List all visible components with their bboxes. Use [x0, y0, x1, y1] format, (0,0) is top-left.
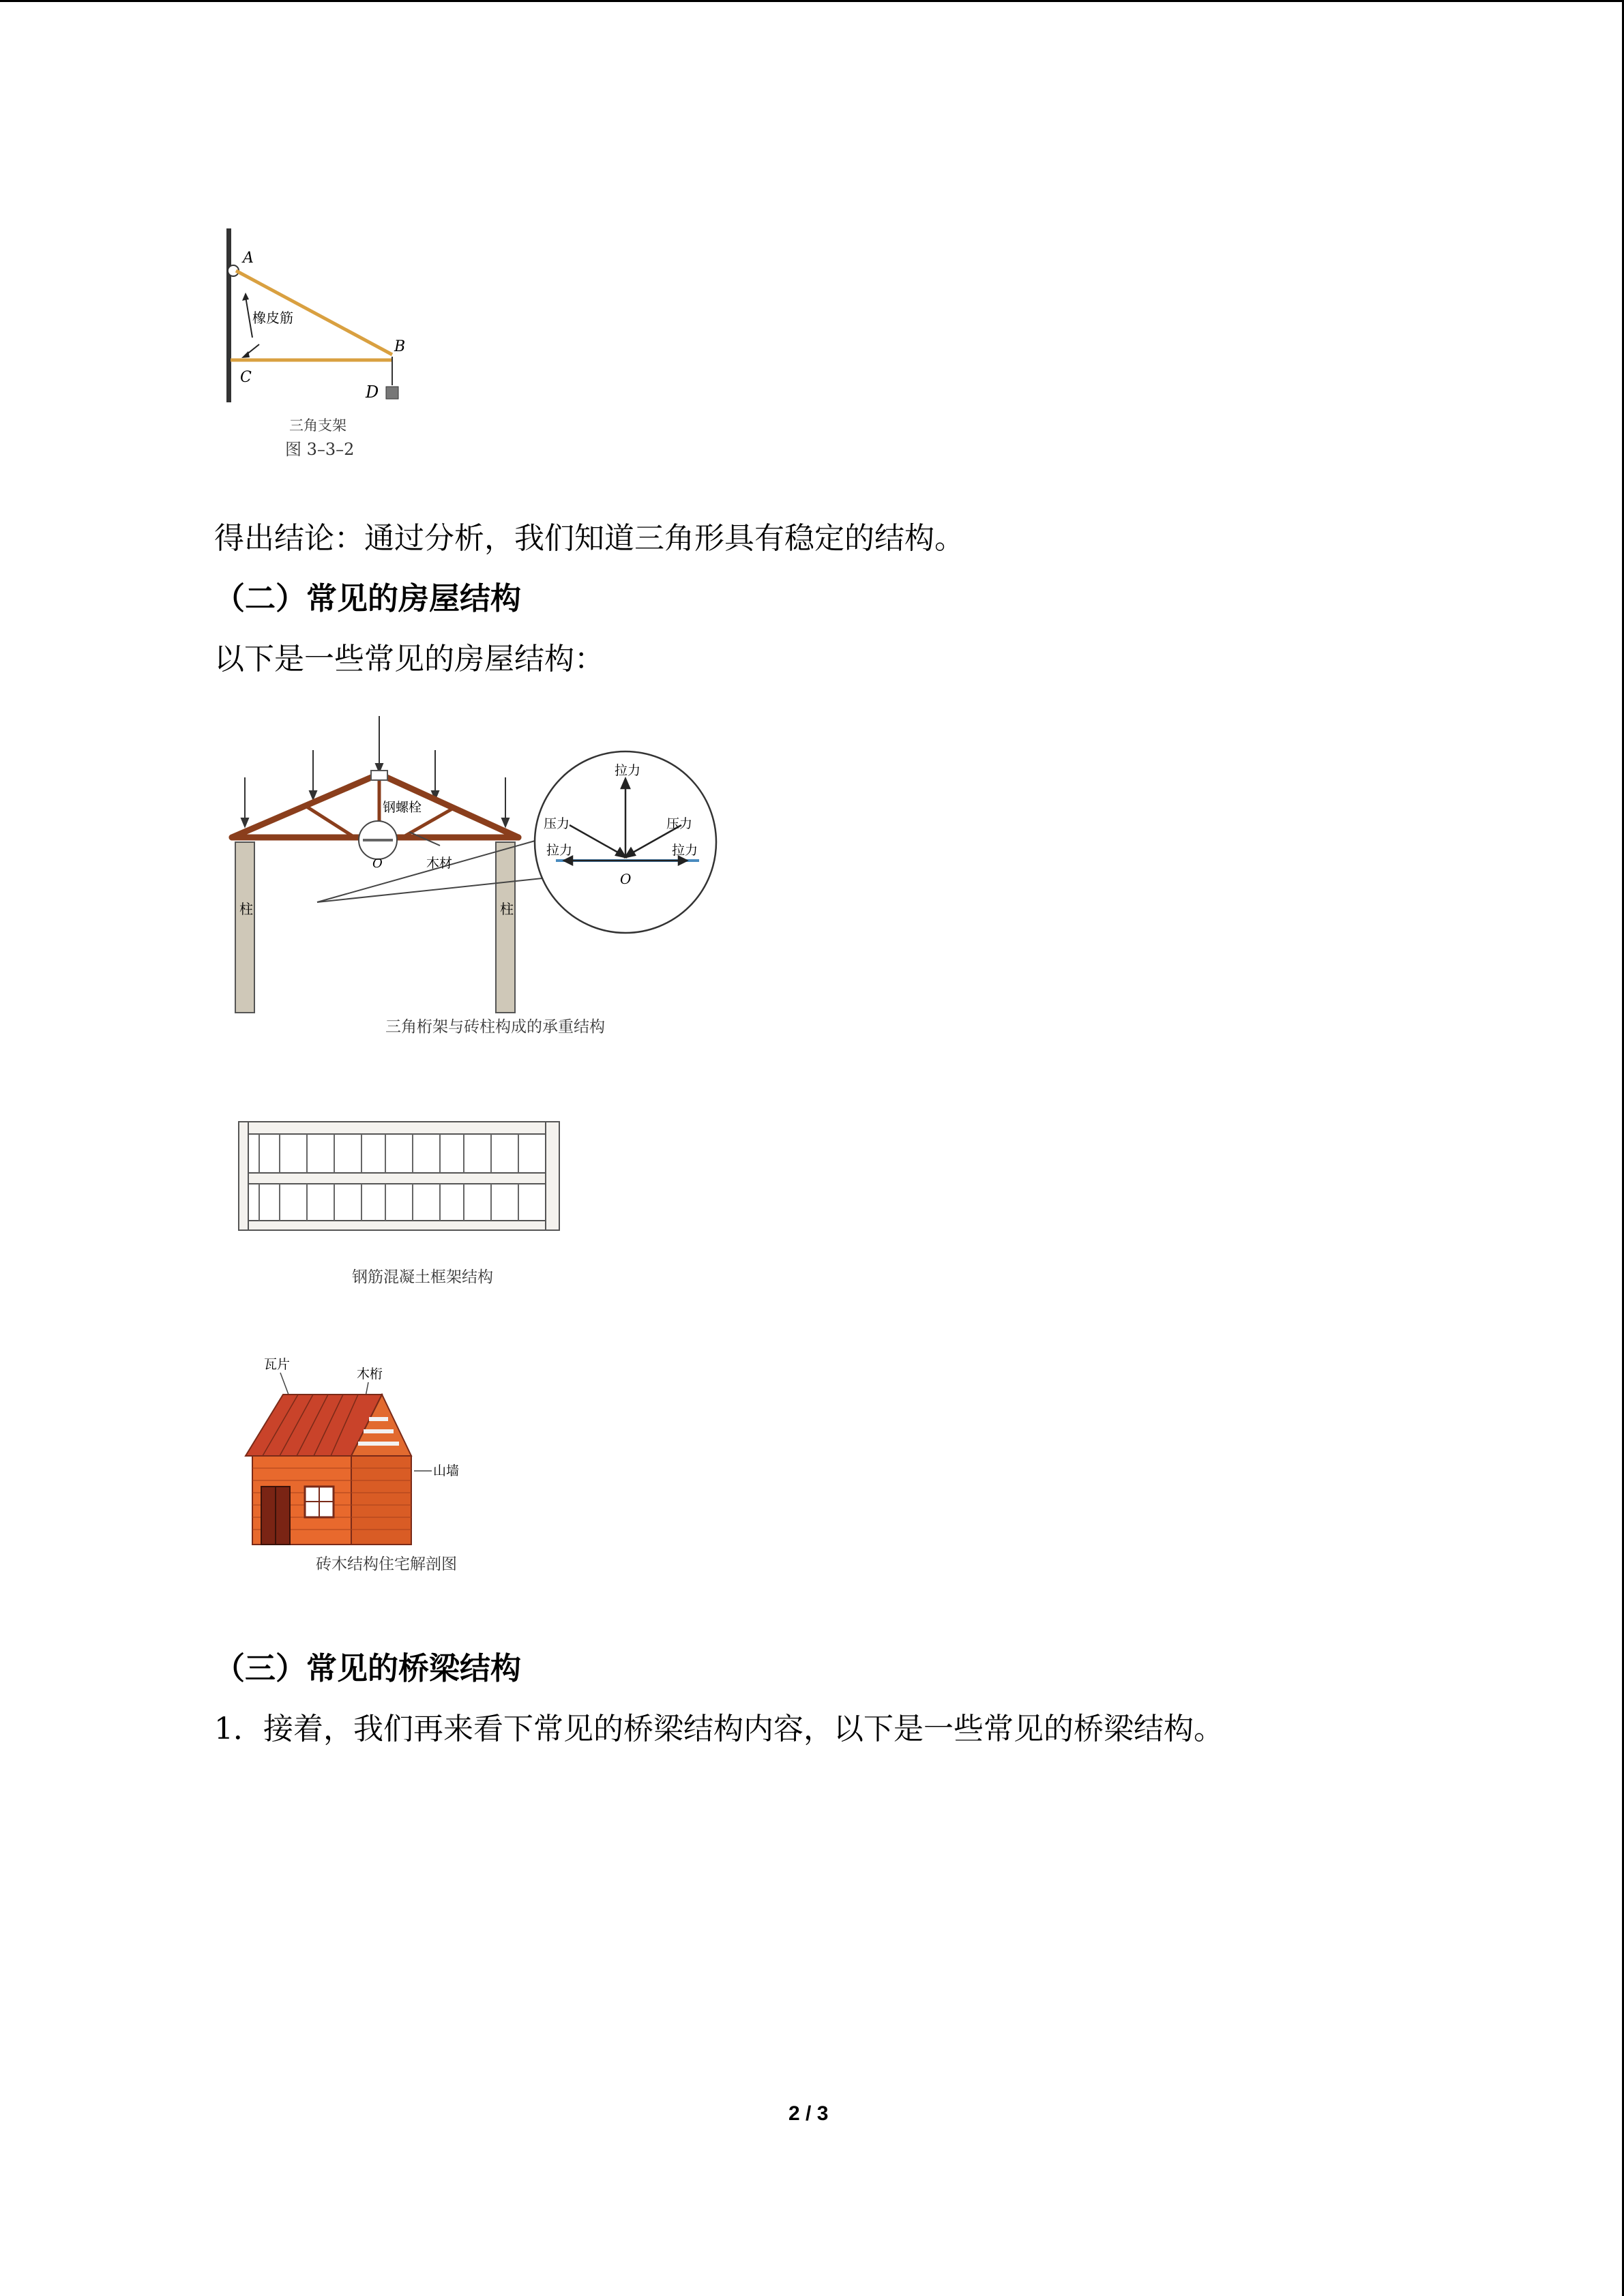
weight-d: [386, 387, 398, 399]
label-column-right: 柱: [500, 901, 514, 917]
label-purlin: 木桁: [357, 1367, 383, 1382]
wall: [226, 228, 231, 402]
section3-item1: 1．接着，我们再来看下常见的桥梁结构内容，以下是一些常见的桥梁结构。: [214, 1712, 1224, 1746]
label-column-left: 柱: [239, 901, 253, 917]
label-c: C: [240, 369, 252, 386]
frame-diagram: [232, 1108, 573, 1292]
frame-structure: [239, 1122, 559, 1230]
triangle-bracket-diagram: [218, 222, 423, 474]
ridge-plate: [371, 771, 387, 780]
section2-intro: 以下是一些常见的房屋结构：: [214, 642, 604, 676]
label-d: D: [366, 383, 379, 402]
label-o: O: [372, 856, 383, 871]
triangle-bracket-figure: [218, 222, 423, 474]
section3-heading: （三）常见的桥梁结构: [214, 1650, 522, 1686]
frame-caption: 钢筋混凝土框架结构: [352, 1268, 493, 1286]
label-rubber-band: 橡皮筋: [252, 310, 293, 326]
brick-house-caption: 砖木结构住宅解剖图: [316, 1555, 457, 1573]
label-tiles: 瓦片: [264, 1357, 291, 1372]
truss-diagram: [228, 709, 726, 1050]
section2-heading: （二）常见的房屋结构: [214, 580, 522, 616]
force-diagram: [535, 751, 716, 933]
page-number: 2 / 3: [788, 2102, 829, 2125]
label-tension-top: 拉力: [615, 763, 641, 778]
label-compression-right: 压力: [666, 816, 693, 831]
brick-house-figure: [235, 1354, 542, 1579]
figure1-caption-number: 图 3–3–2: [285, 440, 355, 459]
label-gable: 山墙: [433, 1463, 460, 1478]
figure1-caption-title: 三角支架: [289, 417, 346, 434]
band-arrow-up: [246, 297, 252, 338]
label-a: A: [243, 250, 254, 267]
side-wall: [351, 1456, 411, 1545]
label-compression-left: 压力: [544, 816, 570, 831]
label-steel-bolt: 钢螺栓: [383, 800, 422, 815]
column-right: [496, 842, 515, 1013]
column-left: [235, 842, 254, 1013]
brick-house-diagram: [235, 1354, 542, 1579]
truss-caption: 三角桁架与砖柱构成的承重结构: [385, 1018, 605, 1036]
label-tension-left: 拉力: [546, 843, 573, 858]
label-b: B: [394, 338, 406, 355]
label-wood: 木材: [426, 856, 453, 871]
label-force-o: O: [620, 871, 632, 887]
conclusion-text: 得出结论：通过分析，我们知道三角形具有稳定的结构。: [214, 521, 964, 556]
label-tension-right: 拉力: [672, 843, 698, 858]
frame-figure: [232, 1108, 573, 1292]
truss-figure: [228, 709, 726, 1050]
